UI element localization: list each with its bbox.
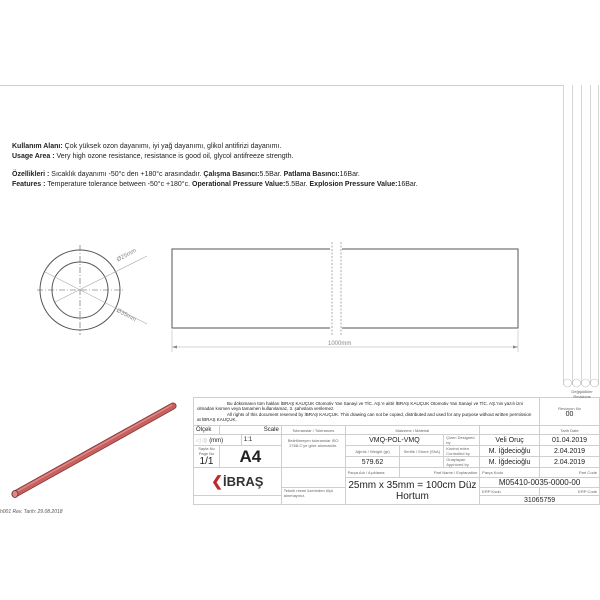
tolerances-text: Belirtilmeyen toleranslar ISO 2768-C'ye göre alınmalıdır.	[281, 435, 345, 468]
part-name-label-tr: Parça Adı / Açıklama	[345, 468, 400, 478]
material-label: Malzeme / Material	[345, 426, 480, 435]
part-code-label-tr: Parça Kodu	[480, 468, 540, 478]
part-name: 25mm x 35mm = 100cm Düz Hortum	[345, 478, 480, 505]
side-view	[170, 240, 530, 355]
material-value: VMQ-POL-VMQ	[345, 435, 444, 446]
copyright-notice	[194, 398, 540, 426]
op-pressure-en-value: 5.5Bar.	[285, 181, 310, 188]
form-revision-footer: h001 Rev. Tarih: 29.08.2018	[0, 509, 63, 515]
copyright-en: All rights of this document reserved by İBRAŞ KAUÇUK. This drawing can not be copied, distributed and used for any purpose without written permission at İBRAŞ KAUÇUK.	[197, 411, 532, 422]
features-en	[12, 180, 418, 190]
revision-column-line	[598, 85, 599, 385]
features-en-text: Temperature tolerance between -50°c +180°c.	[45, 181, 192, 188]
company-logo: ❮İBRAŞ	[194, 468, 282, 496]
paper-size: A4	[219, 446, 281, 468]
page-no-cell	[194, 446, 220, 468]
revision-no-cell	[540, 398, 600, 426]
revision-column-line	[581, 85, 582, 385]
logo-text: İBRAŞ	[223, 474, 264, 489]
controlled-by: M. İğdecioğlu	[480, 446, 540, 457]
revision-column-line	[590, 85, 591, 385]
controlled-date: 2.04.2019	[540, 446, 600, 457]
technical-note: Teknik resmi üzerinden ölçü alınmayınız.	[281, 488, 345, 505]
part-code-label-en: Part Code	[540, 468, 600, 478]
burst-pressure-tr-value: 16Bar.	[339, 171, 360, 178]
page-no: 1/1	[199, 456, 214, 467]
designed-by-label: Çizen Designed by	[444, 435, 480, 446]
approved-by-label: Onaylayan Approved by	[444, 457, 480, 468]
burst-pressure-tr-label: Patlama Basıncı:	[283, 171, 340, 178]
approved-by: M. İğdecioğlu	[480, 457, 540, 468]
revision-no: 00	[565, 410, 574, 418]
burst-pressure-en-label: Explosion Pressure Value:	[309, 181, 398, 188]
revisions-label: Değişiklikler Revisions	[571, 389, 593, 399]
scale-label-en: Scale	[219, 426, 281, 435]
date-label: Tarih Date	[540, 426, 600, 435]
projection-symbol: ◁ ◎ (mm)	[194, 435, 242, 446]
features-en-label: Features :	[12, 181, 46, 188]
erp-code: 31065759	[480, 496, 600, 505]
revision-column-line	[572, 85, 573, 385]
designed-by: Veli Oruç	[480, 435, 540, 446]
weight-label: Ağırlık / Weight (gr)	[345, 446, 400, 457]
copyright-tr: Bu dökümanın tüm hakları İBRAŞ KAUÇUK Otomotiv Yan Sanayi ve TİC. AŞ.'e aittir İBRAŞ KAUÇUK Otomotiv Yan Sanayi ve TİC. AŞ.'nin yazılı izni olmadan kısmen veya tamamen kullanılamaz, 3. şahıslara verilemez.	[197, 400, 523, 411]
features-tr-label: Özellikleri :	[12, 171, 50, 178]
scale-unit: (mm)	[209, 437, 224, 444]
usage-en-label: Usage Area :	[12, 153, 55, 160]
weight-value: 579.62	[345, 457, 400, 468]
designed-date: 01.04.2019	[540, 435, 600, 446]
cross-section-view	[35, 240, 155, 340]
usage-tr-text: Çok yüksek ozon dayanımı, iyi yağ dayanımı, glikol antifirizi dayanımı.	[62, 143, 282, 150]
revision-column-line	[563, 85, 564, 385]
length-dimension: 1000mm	[328, 341, 352, 347]
scale-label-tr: Ölçek	[194, 426, 220, 435]
op-pressure-en-label: Operational Pressure Value:	[192, 181, 286, 188]
part-name-label-en: Part Name / Explanation	[400, 468, 480, 478]
outer-diameter-label: Ø35mm	[115, 308, 137, 324]
approved-date: 2.04.2019	[540, 457, 600, 468]
page-no-label: Sayfa No Page No	[198, 446, 215, 456]
op-pressure-tr-label: Çalışma Basıncı:	[203, 171, 260, 178]
revision-circles	[563, 378, 600, 388]
erp-label-en: ERP Code	[540, 488, 600, 496]
tolerances-label: Toleranslar / Tolerances	[281, 426, 345, 435]
burst-pressure-en-value: 16Bar.	[397, 181, 418, 188]
op-pressure-tr-value: 5.5Bar.	[259, 171, 284, 178]
inner-diameter-label: Ø25mm	[116, 247, 138, 264]
features-tr-text: Sıcaklık dayanımı -50°c den +180°c arasındadır.	[49, 171, 204, 178]
usage-en	[12, 152, 293, 162]
part-code: M05410-0035-0000-00	[480, 478, 600, 488]
revision-no-label: Revizyon No	[558, 405, 581, 411]
hardness-value	[400, 457, 444, 468]
controlled-by-label: Kontrol eden Controlled by	[444, 446, 480, 457]
usage-en-text: Very high ozone resistance, resistance is good oil, glycol antifreeze strength.	[54, 153, 294, 160]
usage-tr-label: Kullanım Alanı:	[12, 143, 63, 150]
hose-3d-render	[5, 398, 180, 503]
features-tr	[12, 170, 360, 180]
erp-label-tr: ERP Kodu	[480, 488, 540, 496]
hardness-label: Sertlik / Shore (ShA)	[400, 446, 444, 457]
usage-tr	[12, 142, 281, 152]
title-block	[193, 397, 600, 505]
scale-value: 1:1	[241, 435, 281, 446]
